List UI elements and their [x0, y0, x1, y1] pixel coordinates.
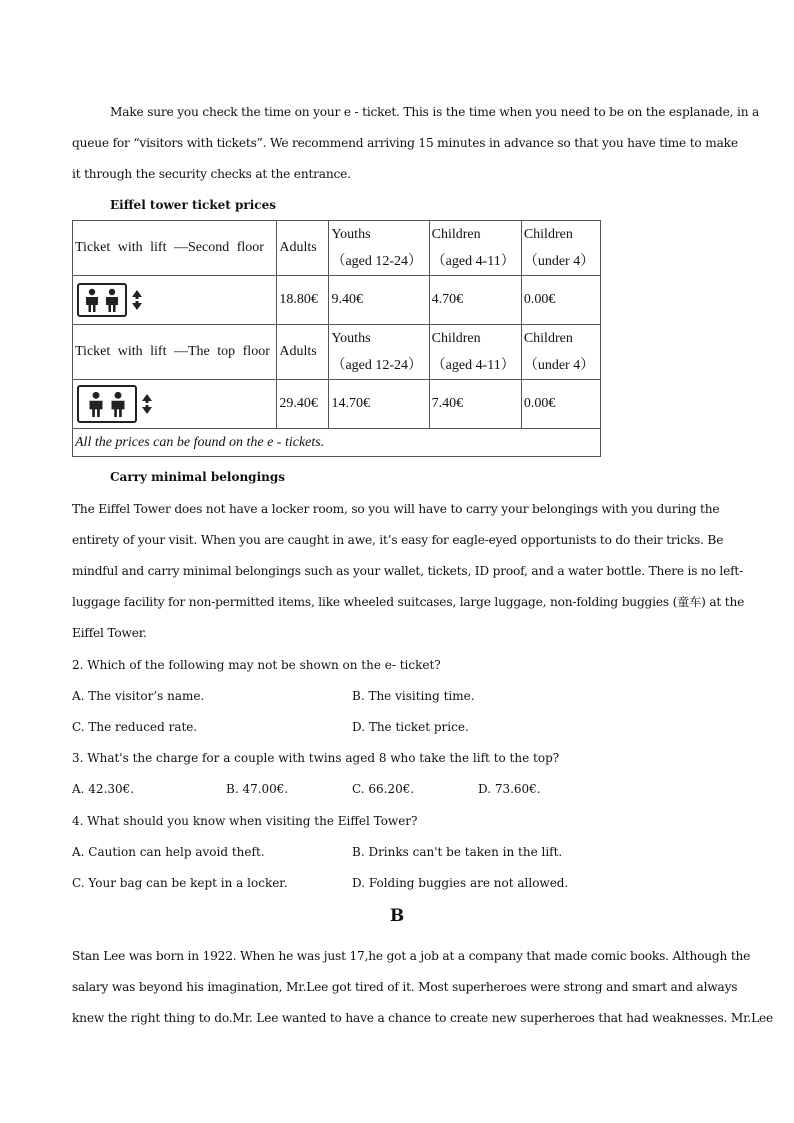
answer-option[interactable]: D. Folding buggies are not allowed.	[352, 876, 569, 890]
youths-age: （aged 12-24）	[331, 254, 423, 269]
youths-header	[329, 325, 429, 380]
price-adults: 29.40€	[277, 380, 329, 429]
youths-header	[329, 221, 429, 276]
answer-option[interactable]: B. The visiting time.	[352, 689, 475, 703]
children-header	[429, 221, 521, 276]
belongings-line: luggage facility for non-permitted items, like wheeled suitcases, large luggage, non-folding buggies (童车) at the	[72, 595, 745, 609]
price-youths: 14.70€	[329, 380, 429, 429]
ticket-type-label: Ticket with lift —Second floor	[75, 240, 264, 255]
price-youths: 9.40€	[329, 276, 429, 325]
youths-age: （aged 12-24）	[331, 358, 423, 373]
table-row	[73, 276, 601, 325]
answer-option[interactable]: B. Drinks can't be taken in the lift.	[352, 845, 563, 859]
table-row	[73, 221, 601, 276]
belongings-line: The Eiffel Tower does not have a locker room, so you will have to carry your belongings with you during the	[72, 502, 720, 516]
lift-people-icon	[77, 385, 153, 423]
belongings-line: mindful and carry minimal belongings such as your wallet, tickets, ID proof, and a water bottle. There is no left-	[72, 564, 744, 578]
question-stem: 4. What should you know when visiting the Eiffel Tower?	[72, 814, 418, 828]
under4-header	[521, 221, 600, 276]
table-row	[73, 325, 601, 380]
price-under4: 0.00€	[521, 276, 600, 325]
answer-option[interactable]: C. 66.20€.	[352, 782, 415, 796]
answer-option[interactable]: C. The reduced rate.	[72, 720, 198, 734]
question-stem: 3. What's the charge for a couple with twins aged 8 who take the lift to the top?	[72, 751, 560, 765]
section-title: B	[389, 906, 405, 926]
up-down-arrows-icon	[141, 392, 153, 416]
intro-line: queue for “visitors with tickets”. We recommend arriving 15 minutes in advance so that you have time to make	[72, 136, 738, 150]
intro-line: Make sure you check the time on your e - ticket. This is the time when you need to be on the esplanade, in a	[110, 105, 760, 119]
lift-icon-cell	[73, 380, 277, 429]
answer-option[interactable]: D. 73.60€.	[478, 782, 541, 796]
intro-line: it through the security checks at the entrance.	[72, 167, 351, 181]
prices-heading: Eiffel tower ticket prices	[110, 198, 276, 212]
children-header	[429, 325, 521, 380]
passage-line: Stan Lee was born in 1922. When he was just 17,he got a job at a company that made comic books. Although the	[72, 949, 751, 963]
lift-icon-cell	[73, 276, 277, 325]
answer-option[interactable]: D. The ticket price.	[352, 720, 469, 734]
children-label: Children	[431, 227, 481, 242]
answer-option[interactable]: C. Your bag can be kept in a locker.	[72, 876, 288, 890]
answer-option[interactable]: B. 47.00€.	[226, 782, 289, 796]
answer-option[interactable]: A. Caution can help avoid theft.	[72, 845, 265, 859]
belongings-heading: Carry minimal belongings	[110, 470, 286, 484]
answer-option[interactable]: A. The visitor’s name.	[72, 689, 205, 703]
ticket-price-table	[72, 220, 601, 457]
belongings-line: Eiffel Tower.	[72, 626, 147, 640]
ticket-type-cell	[73, 325, 277, 380]
under4-age: （under 4）	[523, 254, 595, 269]
youths-label: Youths	[331, 227, 371, 242]
ticket-type-label: Ticket with lift —The top floor	[75, 344, 270, 359]
under4-label: Children	[523, 331, 573, 346]
lift-people-icon	[77, 283, 143, 317]
price-under4: 0.00€	[521, 380, 600, 429]
table-note: All the prices can be found on the e - tickets.	[73, 429, 601, 457]
ticket-type-cell	[73, 221, 277, 276]
adults-header: Adults	[277, 325, 329, 380]
price-adults: 18.80€	[277, 276, 329, 325]
children-age: （aged 4-11）	[431, 254, 515, 269]
price-children: 4.70€	[429, 276, 521, 325]
price-children: 7.40€	[429, 380, 521, 429]
passage-line: salary was beyond his imagination, Mr.Lee got tired of it. Most superheroes were strong and smart and always	[72, 980, 738, 994]
under4-header	[521, 325, 600, 380]
table-row	[73, 380, 601, 429]
question-stem: 2. Which of the following may not be shown on the e- ticket?	[72, 658, 441, 672]
youths-label: Youths	[331, 331, 371, 346]
adults-header: Adults	[277, 221, 329, 276]
under4-age: （under 4）	[523, 358, 595, 373]
answer-option[interactable]: A. 42.30€.	[72, 782, 135, 796]
table-row	[73, 429, 601, 457]
passage-line: knew the right thing to do.Mr. Lee wanted to have a chance to create new superheroes that had weaknesses. Mr.Lee	[72, 1011, 774, 1025]
children-label: Children	[431, 331, 481, 346]
under4-label: Children	[523, 227, 573, 242]
belongings-line: entirety of your visit. When you are caught in awe, it’s easy for eagle-eyed opportunists to do their tricks. Be	[72, 533, 724, 547]
children-age: （aged 4-11）	[431, 358, 515, 373]
up-down-arrows-icon	[131, 289, 143, 311]
